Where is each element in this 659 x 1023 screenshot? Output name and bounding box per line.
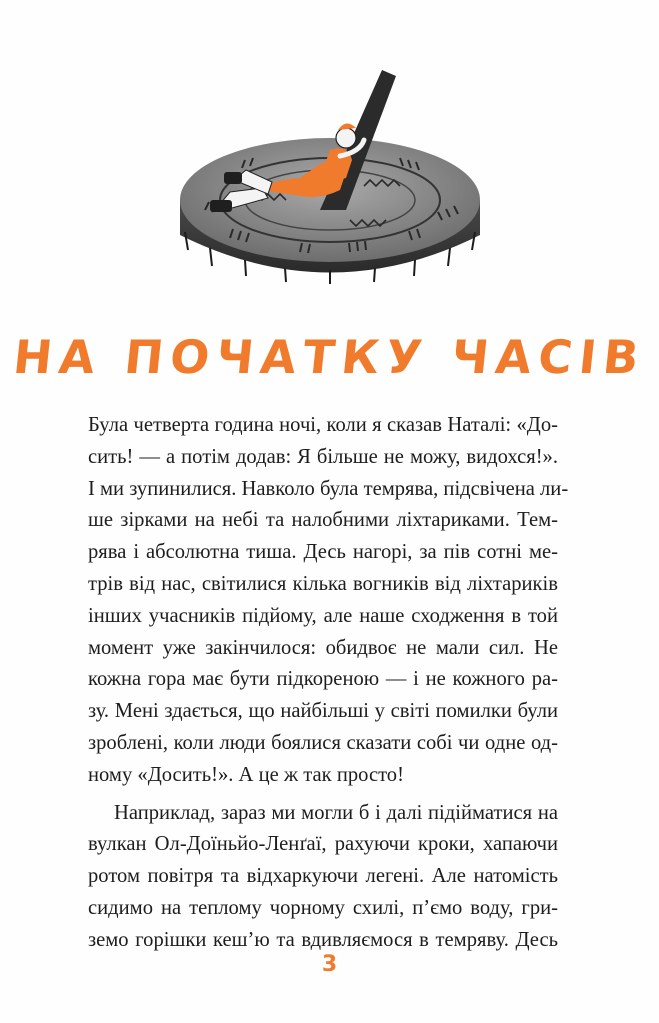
paragraph bbox=[88, 410, 569, 792]
text-line: ше зірками на небі та налобними ліхтариками. Тем- bbox=[88, 509, 558, 532]
chapter-title: НА ПОЧАТКУ ЧАСІВ bbox=[10, 330, 649, 384]
text-line: кожна гора має бути підкореною — і не кожного ра- bbox=[88, 668, 558, 691]
text-line: інших учасників підйому, але наше сходження в той bbox=[88, 604, 558, 627]
body-text bbox=[88, 410, 569, 957]
text-line: сидимо на теплому чорному схилі, п’ємо воду, гри- bbox=[88, 896, 558, 919]
paragraph bbox=[88, 798, 558, 957]
text-line: рява і абсолютна тиша. Десь нагорі, за пів сотні ме- bbox=[88, 541, 558, 564]
text-line: трів від нас, світилися кілька вогників від ліхтариків bbox=[88, 572, 558, 595]
text-line: Наприклад, зараз ми могли б і далі підійматися на bbox=[114, 801, 558, 824]
text-line: ротом повітря та відхаркуючи легені. Але натомість bbox=[88, 865, 558, 888]
text-line: сить! — а потім додав: Я більше не можу, видохся!». bbox=[88, 445, 558, 468]
text-line: земо горішки кеш’ю та вдивляємося в темряву. Десь bbox=[88, 928, 558, 951]
text-line: зу. Мені здається, що найбільші у світі помилки були bbox=[88, 700, 558, 723]
text-line: вулкан Ол-Доїньйо-Ленґаї, рахуючи кроки, хапаючи bbox=[88, 833, 558, 856]
text-line: зроблені, коли люди боялися сказати собі чи одне од- bbox=[88, 731, 558, 754]
text-line: момент уже закінчилося: обидвоє не мали сил. Не bbox=[88, 636, 558, 659]
text-line: І ми зупинилися. Навколо була темрява, підсвічена ли- bbox=[88, 477, 569, 500]
text-line: ному «Досить!». А це ж так просто! bbox=[88, 763, 404, 786]
sundial-illustration bbox=[150, 60, 510, 310]
text-line: Була четверта година ночі, коли я сказав Наталі: «До- bbox=[88, 414, 558, 436]
page-number: 3 bbox=[321, 952, 338, 977]
